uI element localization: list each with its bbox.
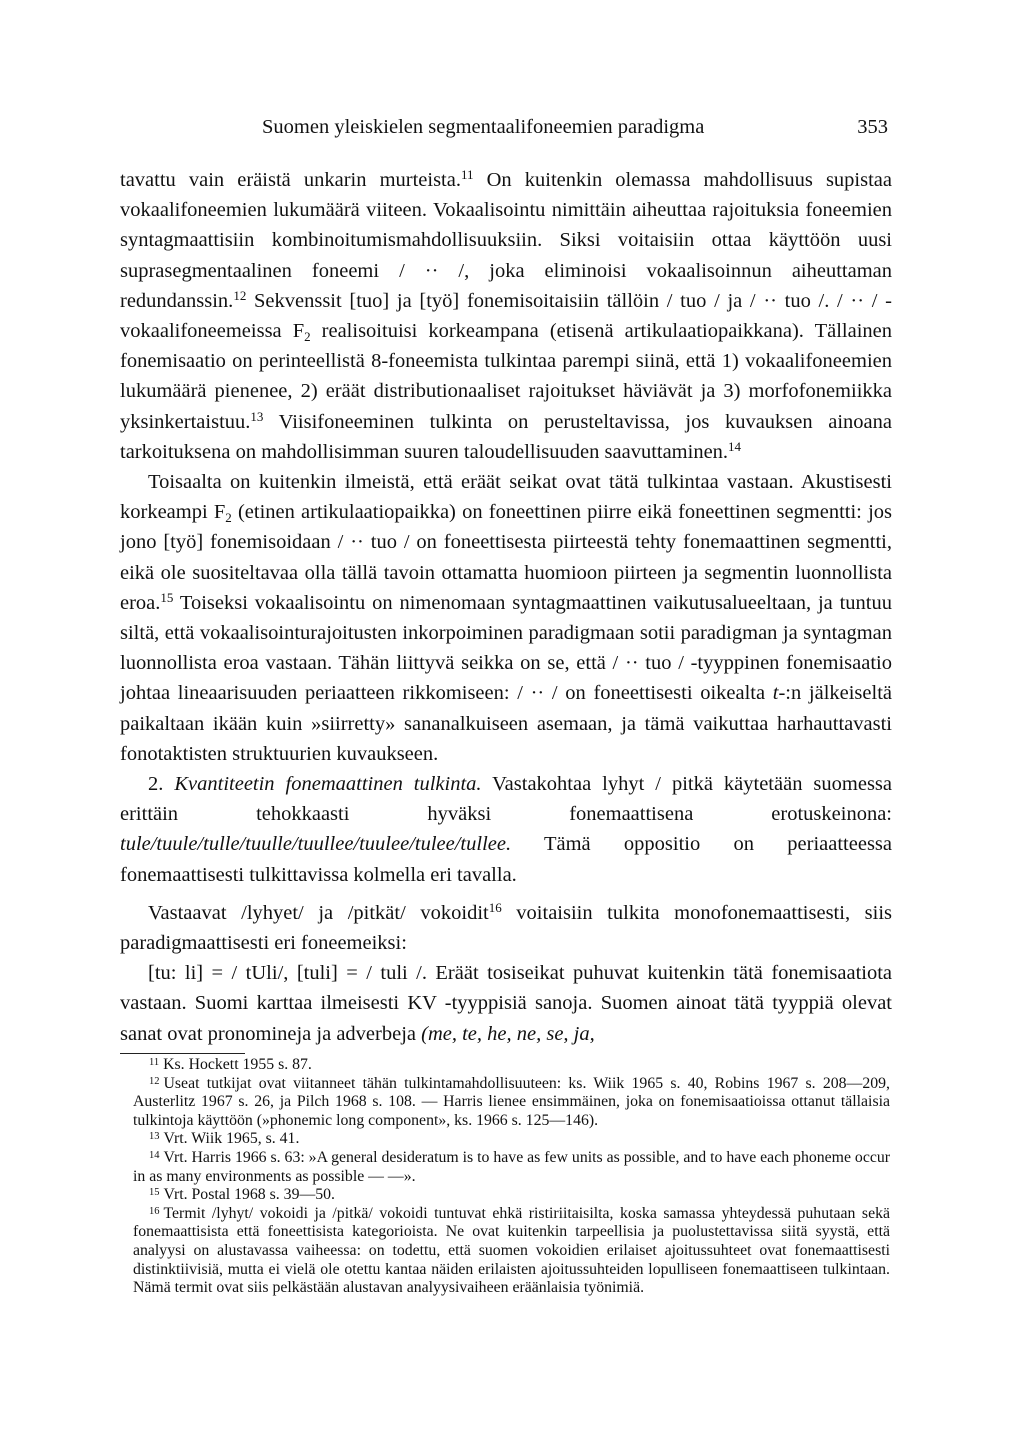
paragraph-3: 2. Kvantiteetin fonemaattinen tulkinta. Vastakohtaa lyhyt / pitkä käytetään suomessa erittäin tehokkaasti hyväksi fonemaattisena erotuskeinona: tule/tuule/tulle/tuulle/tuullee/tuulee/tulee/tullee. Tämä oppositio on periaatteessa fonemaattisesti tulkittavissa kolmella eri tavalla. bbox=[120, 773, 892, 886]
footnote-ref-15[interactable]: 15 bbox=[160, 589, 174, 605]
paragraph-1: tavattu vain eräistä unkarin murteista.$^{11}$ On kuitenkin olemassa mahdollisuus supistaa vokaalifoneemien lukumäärä viiteen. Vokaalisointu nimittäin aiheuttaa rajoituksia foneemien syntagmaattisiin kombinoitumismahdollisuuksiin. Siksi voitaisiin ottaa käyttöön uusi suprasegmentaalinen foneemi / ·· /, joka eliminoisi vokaalisoinnun aiheuttaman redundanssin.$^{12}$ Sekvenssit [tuo] ja [työ] fonemisoitaisiin tällöin / tuo / ja / ·· tuo /. / ·· / -vokaalifoneemeissa $F_2$ realisoituisi korkeampana (etisenä artikulaatiopaikkana). Tällainen fonemisaatio on perinteellistä 8-foneemista tulkintaa parempi siinä, että 1) vokaalifoneemien lukumäärä pienenee, 2) eräät distributionaaliset rajoitukset häviävät ja 3) morfofonemiikka yksinkertaistuu.$^{13}$ Viisifoneeminen tulkinta on perusteltavissa, jos kuvauksen ainoana tarkoituksena on mahdollisimman suuren taloudellisuuden saavuttaminen.$^{14}$ bbox=[120, 167, 892, 463]
footnote-12: $^{12}$ Useat tutkijat ovat viitanneet tähän tulkintamahdollisuuteen: ks. Wiik 1965 s. 40, Robins 1967 s. 208—209, Austerlitz 1967 s. 26, ja Pilch 1968 s. 108. — Harris lienee ensimmäinen, joka on fonemisaatioissa ottanut tällaisia tulkintoja käyttöön (»phonemic long component», ks. 1966 s. 125—146). bbox=[133, 1074, 890, 1129]
footnote-15: $^{15}$ Vrt. Postal 1968 s. 39—50. bbox=[149, 1186, 336, 1204]
footnote-11: $^{11}$ Ks. Hockett 1955 s. 87. bbox=[149, 1056, 312, 1073]
running-title: Suomen yleiskielen segmentaalifoneemien paradigma bbox=[262, 116, 705, 138]
section-heading: Kvantiteetin fonemaattinen tulkinta. bbox=[174, 773, 482, 796]
paragraph-5: [tu: li] = / tUli/, [tuli] = / tuli /. Eräät tosiseikat puhuvat kuitenkin tätä fonemisaatiota vastaan. Suomi karttaa ilmeisesti KV -tyyppisiä sanoja. Suomen ainoat tätä tyyppiä olevat sanat ovat pronomineja ja adverbeja (me, te, he, ne, se, ja, bbox=[120, 962, 892, 1045]
footnotes bbox=[133, 1056, 890, 1298]
page-number: 353 bbox=[857, 116, 888, 138]
footnote-ref-11[interactable]: 11 bbox=[460, 167, 474, 182]
footnote-ref-12[interactable]: 12 bbox=[233, 287, 247, 303]
paragraph-4: Vastaavat /lyhyet/ ja /pitkät/ vokoidit$^{16}$ voitaisiin tulkita monofonemaattisesti, siis paradigmaattisesti eri foneemeiksi: bbox=[120, 899, 892, 955]
paragraph-2: Toisaalta on kuitenkin ilmeistä, että eräät seikat ovat tätä tulkintaa vastaan. Akustisesti korkeampi $F_2$ (etinen artikulaatiopaikka) on foneettinen piirre eikä foneettinen segmentti: jos jono [työ] fonemisoidaan / ·· tuo / on foneettisesta piirteestä tehty fonemaattinen segmentti, eikä ole suositeltavaa olla tällä tavoin ottamatta huomioon piirteen ja segmentin luonnollista eroa.$^{15}$ Toiseksi vokaalisointu on nimenomaan syntagmaattinen vaikutusalueeltaan, ja tuntuu siltä, että vokaalisointurajoitusten inkorpoiminen paradigmaan sotii paradigman ja syntagman luonnollista eroa vastaan. Tähän liittyvä seikka on se, että / ·· tuo / -tyyppinen fonemisaatio johtaa lineaarisuuden periaatteen rikkomiseen: / ·· / on foneettisesti oikealta t-:n jälkeiseltä paikaltaan ikään kuin »siirretty» sananalkuiseen asemaan, ja tämä vaikuttaa harhauttavasti fonotaktisten struktuurien kuvaukseen. bbox=[120, 471, 892, 765]
footnote-separator bbox=[120, 1053, 245, 1054]
footnote-ref-16[interactable]: 16 bbox=[488, 899, 502, 915]
footnote-14: $^{14}$ Vrt. Harris 1966 s. 63: »A general desideratum is to have as few units as possible, and to have each phoneme occur in as many environments as possible — —». bbox=[133, 1148, 890, 1185]
main-text bbox=[120, 165, 892, 1049]
footnote-ref-13[interactable]: 13 bbox=[250, 408, 264, 424]
footnote-ref-14[interactable]: 14 bbox=[728, 438, 742, 454]
footnote-16: $^{16}$ Termit /lyhyt/ vokoidi ja /pitkä/ vokoidi tuntuvat ehkä ristiriitaisilta, koska samassa yhteydessä puhutaan sekä fonemaattisista että foneettisista kategorioista. Ne ovat kuitenkin tarpeellisia ja puolustettavissa siitä syystä, että analyysi on alustavassa vaiheessa: on todettu, että suomen vokoidien erilaiset ajoitussuhteet ovat fonemaattisesti distinktiivisiä, mutta ei vielä ole otettu kantaa näiden erilaisten ajoitussuhteiden lopulliseen fonemaattiseen tulkintaan. Nämä termit ovat siis pelkästään alustavan analyysivaiheen eräänlaisia työnimiä. bbox=[133, 1204, 890, 1297]
running-header bbox=[262, 116, 888, 146]
footnote-13: $^{13}$ Vrt. Wiik 1965, s. 41. bbox=[149, 1130, 300, 1148]
